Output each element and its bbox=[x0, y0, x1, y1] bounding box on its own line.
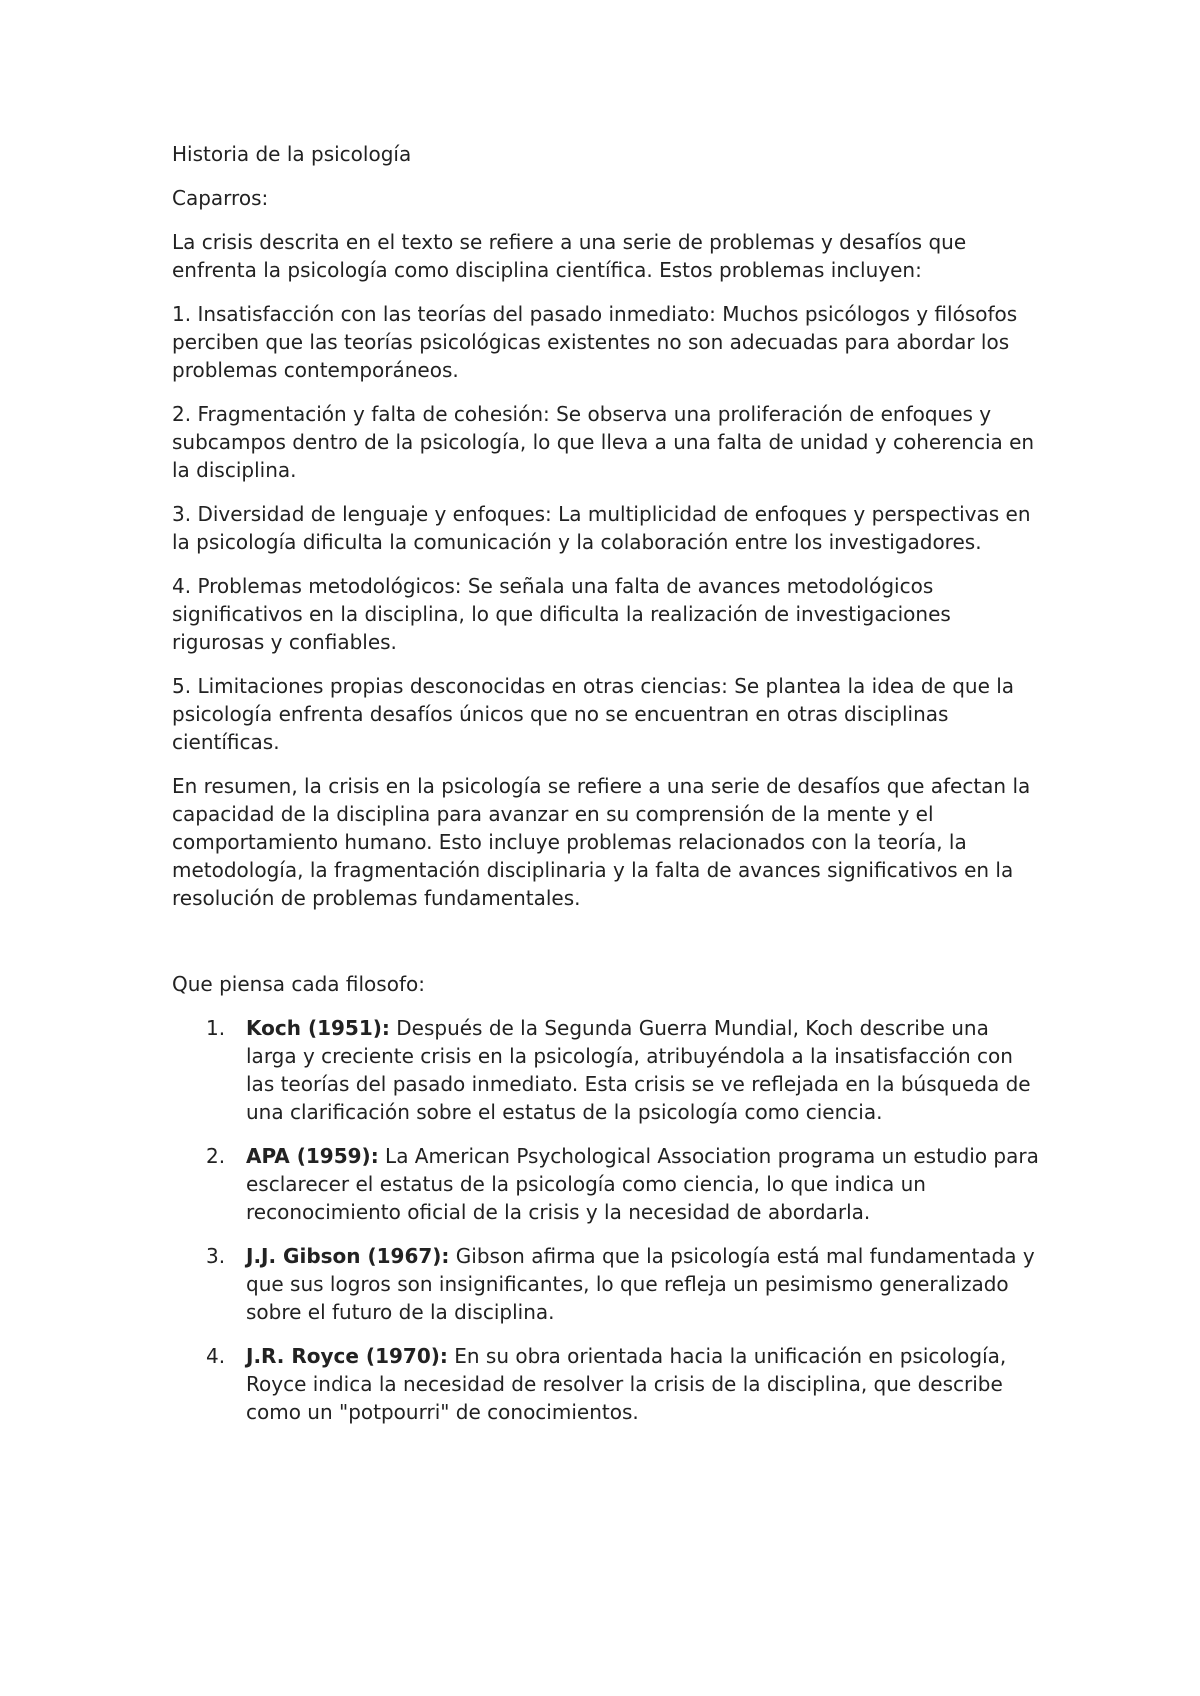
intro-paragraph: La crisis descrita en el texto se refiere a una serie de problemas y desafíos que enfrenta la psicología como disciplina científica. Estos problemas incluyen: bbox=[172, 230, 967, 282]
list-number: 1. bbox=[206, 1016, 226, 1040]
philosopher-name: J.R. Royce (1970): bbox=[246, 1344, 448, 1368]
problem-item-5: 5. Limitaciones propias desconocidas en otras ciencias: Se plantea la idea de que la psicología enfrenta desafíos únicos que no se encuentran en otras disciplinas científicas. bbox=[172, 674, 1015, 754]
section-spacer bbox=[172, 928, 1042, 970]
problem-item-2: 2. Fragmentación y falta de cohesión: Se observa una proliferación de enfoques y subcampos dentro de la psicología, lo que lleva a una falta de unidad y coherencia en la disciplina. bbox=[172, 402, 1035, 482]
philosopher-item bbox=[172, 1142, 1042, 1226]
philosopher-text: La American Psychological Association programa un estudio para esclarecer el estatus de la psicología como ciencia, lo que indica un reconocimiento oficial de la crisis y la necesidad de abordarla. bbox=[246, 1144, 1039, 1224]
section-heading: Que piensa cada filosofo: bbox=[172, 972, 425, 996]
philosopher-item bbox=[172, 1342, 1042, 1426]
summary-paragraph: En resumen, la crisis en la psicología se refiere a una serie de desafíos que afectan la capacidad de la disciplina para avanzar en su comprensión de la mente y el comportamiento humano. Esto incluye problemas relacionados con la teoría, la metodología, la fragmentación disciplinaria y la falta de avances significativos en la resolución de problemas fundamentales. bbox=[172, 774, 1031, 910]
philosopher-item bbox=[172, 1014, 1042, 1126]
problem-item-4: 4. Problemas metodológicos: Se señala una falta de avances metodológicos significativos en la disciplina, lo que dificulta la realización de investigaciones rigurosas y confiables. bbox=[172, 574, 951, 654]
philosopher-item bbox=[172, 1242, 1042, 1326]
philosophers-list bbox=[172, 1014, 1042, 1426]
philosopher-name: APA (1959): bbox=[246, 1144, 379, 1168]
list-number: 4. bbox=[206, 1344, 226, 1368]
list-number: 2. bbox=[206, 1144, 226, 1168]
document-title: Historia de la psicología bbox=[172, 142, 412, 166]
philosopher-text: En su obra orientada hacia la unificación en psicología, Royce indica la necesidad de resolver la crisis de la disciplina, que describe como un "potpourri" de conocimientos. bbox=[246, 1344, 1007, 1424]
list-number: 3. bbox=[206, 1244, 226, 1268]
philosopher-text: Después de la Segunda Guerra Mundial, Koch describe una larga y creciente crisis en la psicología, atribuyéndola a la insatisfacción con las teorías del pasado inmediato. Esta crisis se ve reflejada en la búsqueda de una clarificación sobre el estatus de la psicología como ciencia. bbox=[246, 1016, 1031, 1124]
document-page bbox=[172, 140, 1042, 1442]
philosopher-name: Koch (1951): bbox=[246, 1016, 390, 1040]
problem-item-3: 3. Diversidad de lenguaje y enfoques: La multiplicidad de enfoques y perspectivas en la psicología dificulta la comunicación y la colaboración entre los investigadores. bbox=[172, 502, 1031, 554]
problem-item-1: 1. Insatisfacción con las teorías del pasado inmediato: Muchos psicólogos y filósofos perciben que las teorías psicológicas existentes no son adecuadas para abordar los problemas contemporáneos. bbox=[172, 302, 1018, 382]
document-subtitle: Caparros: bbox=[172, 186, 269, 210]
philosopher-text: Gibson afirma que la psicología está mal fundamentada y que sus logros son insignificantes, lo que refleja un pesimismo generalizado sobre el futuro de la disciplina. bbox=[246, 1244, 1035, 1324]
philosopher-name: J.J. Gibson (1967): bbox=[246, 1244, 450, 1268]
